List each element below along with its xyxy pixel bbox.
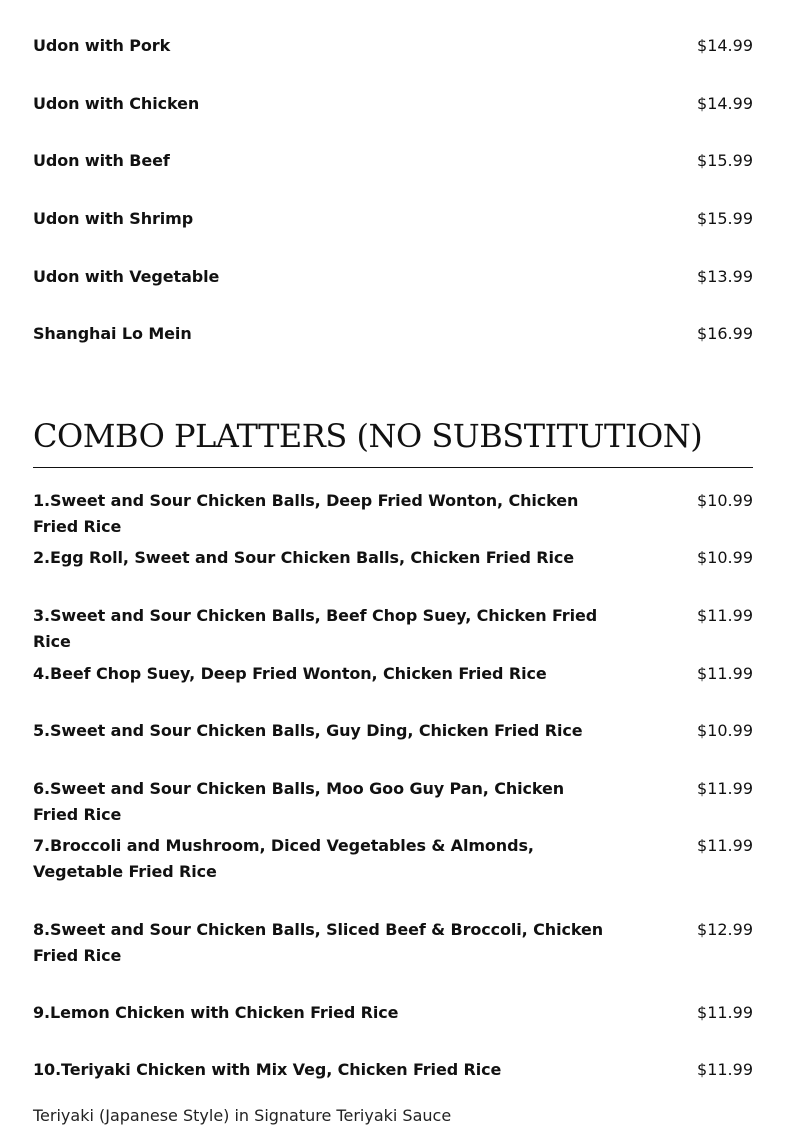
item-price: $16.99 (697, 324, 753, 343)
item-name: 6.Sweet and Sour Chicken Balls, Moo Goo Guy Pan, Chicken Fried Rice (33, 779, 565, 824)
item-name: 2.Egg Roll, Sweet and Sour Chicken Balls, Chicken Fried Rice (33, 548, 575, 567)
item-name: 7.Broccoli and Mushroom, Diced Vegetables & Almonds, Vegetable Fried Rice (33, 836, 534, 881)
item-price: $11.99 (697, 836, 753, 855)
item-price: $15.99 (697, 209, 753, 228)
item-name: 10.Teriyaki Chicken with Mix Veg, Chicken Fried Rice (33, 1060, 502, 1079)
item-name: Udon with Shrimp (33, 209, 194, 228)
item-name: 3.Sweet and Sour Chicken Balls, Beef Chop Suey, Chicken Fried Rice (33, 606, 598, 651)
item-name: Shanghai Lo Mein (33, 324, 192, 343)
item-price: $10.99 (697, 491, 753, 510)
item-price: $14.99 (697, 36, 753, 55)
item-description: Teriyaki (Japanese Style) in Signature Teriyaki Sauce (33, 1106, 452, 1125)
item-name: Udon with Vegetable (33, 267, 220, 286)
item-price: $15.99 (697, 151, 753, 170)
item-price: $14.99 (697, 94, 753, 113)
item-name: Udon with Chicken (33, 94, 200, 113)
section-title: COMBO PLATTERS (NO SUBSTITUTION) (33, 417, 703, 455)
item-price: $10.99 (697, 548, 753, 567)
item-name: 9.Lemon Chicken with Chicken Fried Rice (33, 1003, 399, 1022)
item-name: 8.Sweet and Sour Chicken Balls, Sliced Beef & Broccoli, Chicken Fried Rice (33, 920, 603, 965)
item-price: $12.99 (697, 920, 753, 939)
item-name: Udon with Pork (33, 36, 171, 55)
item-price: $13.99 (697, 267, 753, 286)
item-price: $11.99 (697, 606, 753, 625)
item-price: $10.99 (697, 721, 753, 740)
item-name: Udon with Beef (33, 151, 170, 170)
item-name: 5.Sweet and Sour Chicken Balls, Guy Ding, Chicken Fried Rice (33, 721, 583, 740)
item-name: 1.Sweet and Sour Chicken Balls, Deep Fried Wonton, Chicken Fried Rice (33, 491, 579, 536)
item-price: $11.99 (697, 779, 753, 798)
item-price: $11.99 (697, 1060, 753, 1079)
item-price: $11.99 (697, 664, 753, 683)
section-divider (33, 467, 753, 468)
item-price: $11.99 (697, 1003, 753, 1022)
item-name: 4.Beef Chop Suey, Deep Fried Wonton, Chicken Fried Rice (33, 664, 547, 683)
